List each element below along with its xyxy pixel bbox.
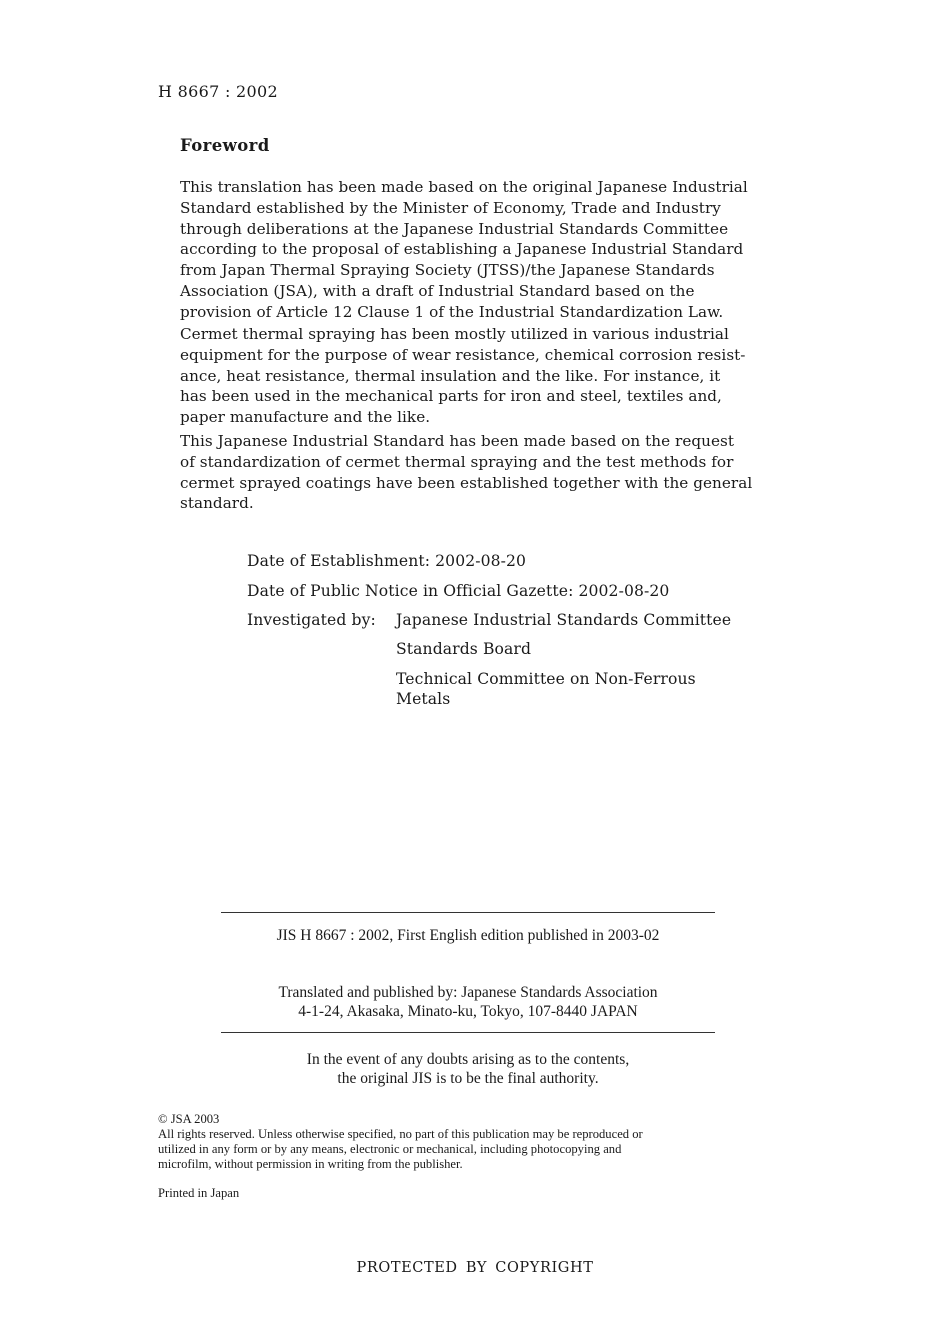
- paragraph-line: standard.: [180, 494, 254, 513]
- rights-line-3: microfilm, without permission in writing from the publisher.: [158, 1157, 463, 1171]
- paragraph-line: provision of Article 12 Clause 1 of the Industrial Standardization Law.: [180, 302, 724, 321]
- investigator-board: Standards Board: [396, 640, 532, 658]
- paragraph-line: Cermet thermal spraying has been mostly utilized in various industrial: [180, 325, 729, 343]
- printed-in: Printed in Japan: [158, 1186, 240, 1200]
- copyright-holder: © JSA 2003: [158, 1112, 220, 1126]
- protected-notice: PROTECTED BY COPYRIGHT: [356, 1260, 594, 1276]
- paragraph-line: through deliberations at the Japanese Industrial Standards Committee: [180, 219, 729, 238]
- publisher-line-1: Translated and published by: Japanese Standards Association: [278, 984, 658, 1001]
- footer-bottom-rule: [221, 1032, 715, 1033]
- edition-info: JIS H 8667 : 2002, First English edition published in 2003-02: [276, 927, 660, 944]
- date-of-establishment: Date of Establishment: 2002-08-20: [247, 552, 527, 570]
- paragraph-line: cermet sprayed coatings have been established together with the general: [180, 473, 753, 492]
- investigator-technical-committee: Technical Committee on Non-Ferrous: [396, 670, 696, 688]
- paragraph-line: ance, heat resistance, thermal insulation and the like. For instance, it: [180, 366, 721, 385]
- authority-line-1: In the event of any doubts arising as to the contents,: [306, 1051, 630, 1068]
- foreword-paragraph-3: [180, 431, 800, 514]
- rights-line-2: utilized in any form or by any means, electronic or mechanical, including photocopying and: [158, 1142, 622, 1156]
- foreword-paragraph-2: [180, 324, 800, 428]
- paragraph-line: of standardization of cermet thermal spraying and the test methods for: [180, 452, 734, 471]
- date-of-public-notice: Date of Public Notice in Official Gazette: 2002-08-20: [247, 582, 670, 600]
- investigator-committee: Japanese Industrial Standards Committee: [396, 611, 732, 629]
- investigated-by-label: Investigated by:: [247, 611, 376, 629]
- paragraph-line: paper manufacture and the like.: [180, 408, 431, 427]
- standard-number: H 8667 : 2002: [158, 82, 278, 101]
- footer-top-rule: [221, 912, 715, 913]
- paragraph-line: according to the proposal of establishing a Japanese Industrial Standard: [180, 240, 744, 259]
- paragraph-line: from Japan Thermal Spraying Society (JTSS)/the Japanese Standards: [180, 261, 715, 280]
- authority-line-2: the original JIS is to be the final authority.: [337, 1070, 599, 1087]
- paragraph-line: Standard established by the Minister of Economy, Trade and Industry: [180, 198, 721, 217]
- foreword-title: Foreword: [180, 136, 270, 155]
- paragraph-line: has been used in the mechanical parts for iron and steel, textiles and,: [180, 387, 722, 406]
- paragraph-line: Association (JSA), with a draft of Industrial Standard based on the: [180, 281, 695, 300]
- paragraph-line: This Japanese Industrial Standard has been made based on the request: [180, 432, 735, 450]
- rights-line-1: All rights reserved. Unless otherwise specified, no part of this publication may be reproduced or: [158, 1127, 643, 1141]
- publisher-address: 4-1-24, Akasaka, Minato-ku, Tokyo, 107-8440 JAPAN: [298, 1003, 638, 1020]
- paragraph-line: equipment for the purpose of wear resistance, chemical corrosion resist-: [180, 345, 746, 364]
- investigator-technical-committee-cont: Metals: [396, 690, 451, 708]
- foreword-paragraph-1: [180, 177, 800, 323]
- paragraph-line: This translation has been made based on the original Japanese Industrial: [180, 178, 748, 196]
